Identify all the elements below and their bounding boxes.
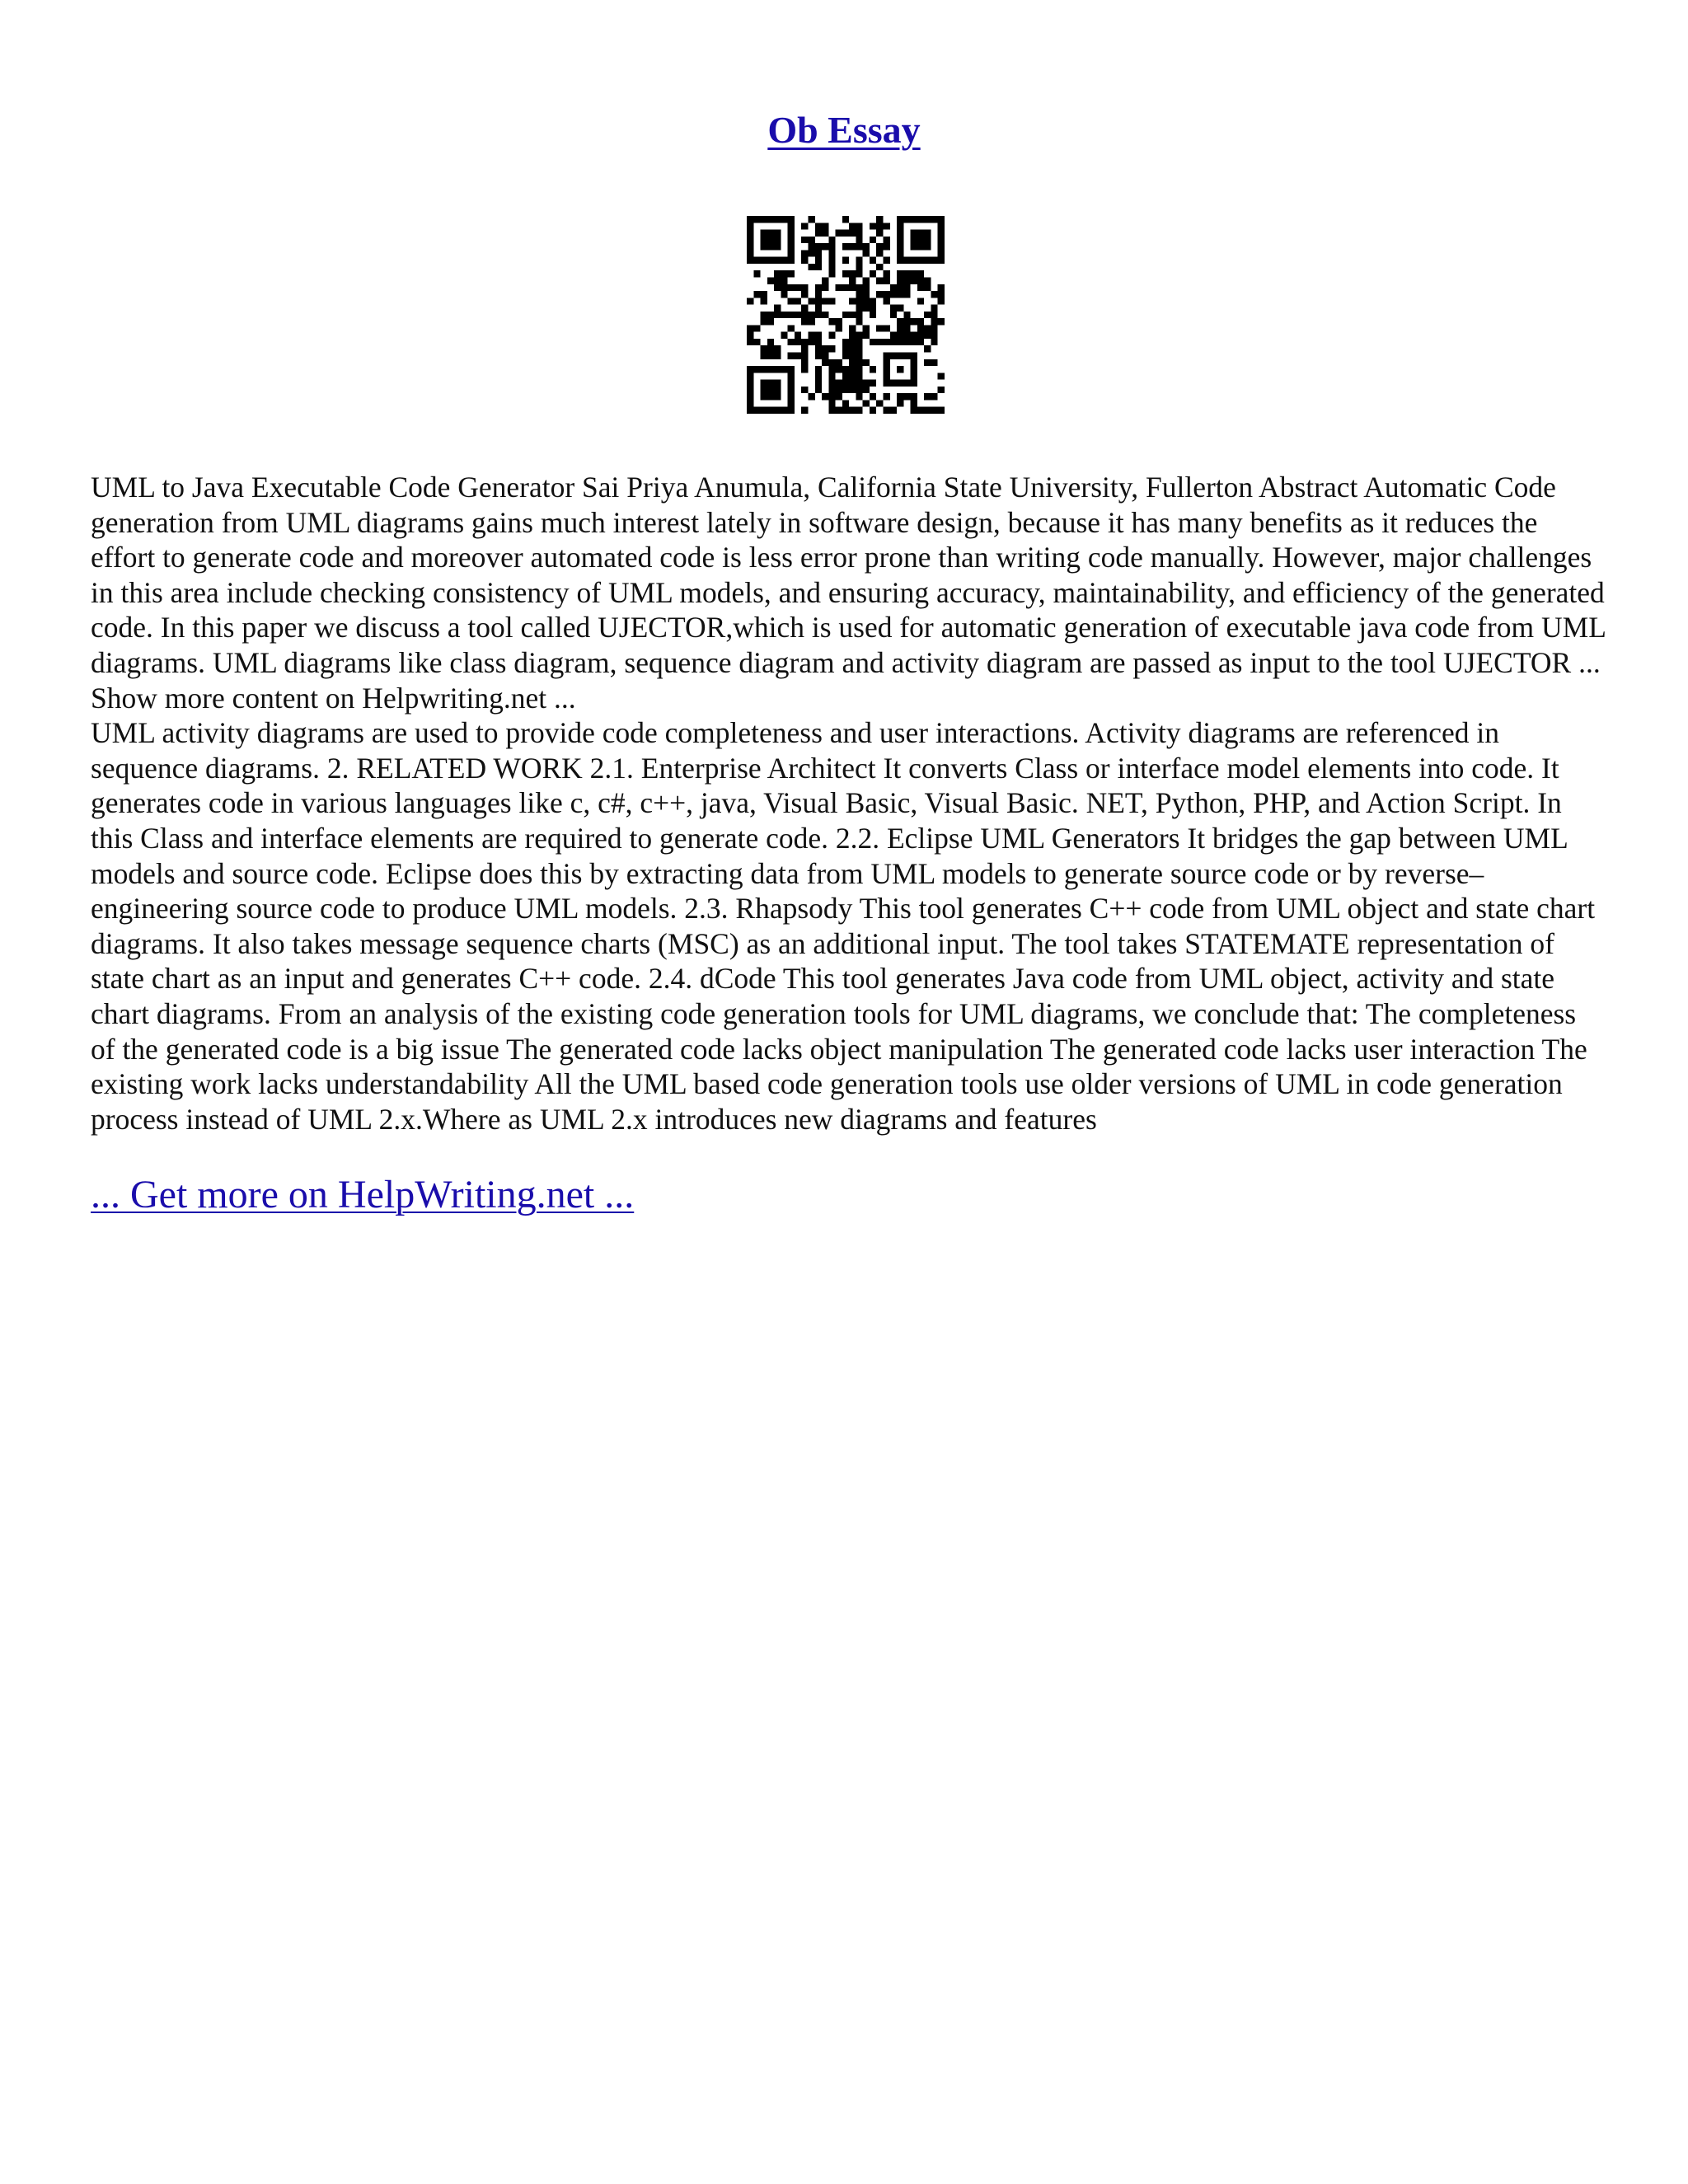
paragraph-2: UML activity diagrams are used to provide code completeness and user interactions. Activity diagrams are referenced in sequence diagrams. 2. RELATED WORK 2.1. Enterprise Architect It converts Class or interface model elements into code. It generates code in various languages like c, c#, c++, java, Visual Basic, Visual Basic. NET, Python, PHP, and Action Script. In this Class and interface elements are required to generate code. 2.2. Eclipse UML Generators It bridges the gap between UML models and source code. Eclipse does this by extracting data from UML models to generate source code or by reverse–engineering source code to produce UML models. 2.3. Rhapsody This tool generates C++ code from UML object and state chart diagrams. It also takes message sequence charts (MSC) as an additional input. The tool takes STATEMATE representation of state chart as an input and generates C++ code. 2.4. dCode This tool generates Java code from UML object, activity and state chart diagrams. From an analysis of the existing code generation tools for UML diagrams, we conclude that: The completeness of the generated code is a big issue The generated code lacks object manipulation The generated code lacks user interaction The existing work lacks understandability All the UML based code generation tools use older versions of UML in code generation process instead of UML 2.x.Where as UML 2.x introduces new diagrams and features — [91, 716, 1596, 1136]
paragraph-1: UML to Java Executable Code Generator Sai Priya Anumula, California State University, Fullerton Abstract Automatic Code generation from UML diagrams gains much interest lately in software design, because it has many benefits as it reduces the effort to generate code and moreover automated code is less error prone than writing code manually. However, major challenges in this area include checking consistency of UML models, and ensuring accuracy, maintainability, and efficiency of the generated code. In this paper we discuss a tool called UJECTOR,which is used for automatic generation of executable java code from UML diagrams. UML diagrams like class diagram, sequence diagram and activity diagram are passed as input to the tool UJECTOR ... Show more content on Helpwriting.net ... — [91, 471, 1606, 715]
essay-body — [91, 470, 1607, 1137]
qr-code-icon — [747, 216, 945, 414]
get-more-link-container — [91, 1170, 634, 1220]
title-link[interactable]: Ob Essay — [767, 109, 921, 151]
get-more-link[interactable]: ... Get more on HelpWriting.net ... — [91, 1173, 635, 1216]
page-title — [0, 105, 1688, 155]
